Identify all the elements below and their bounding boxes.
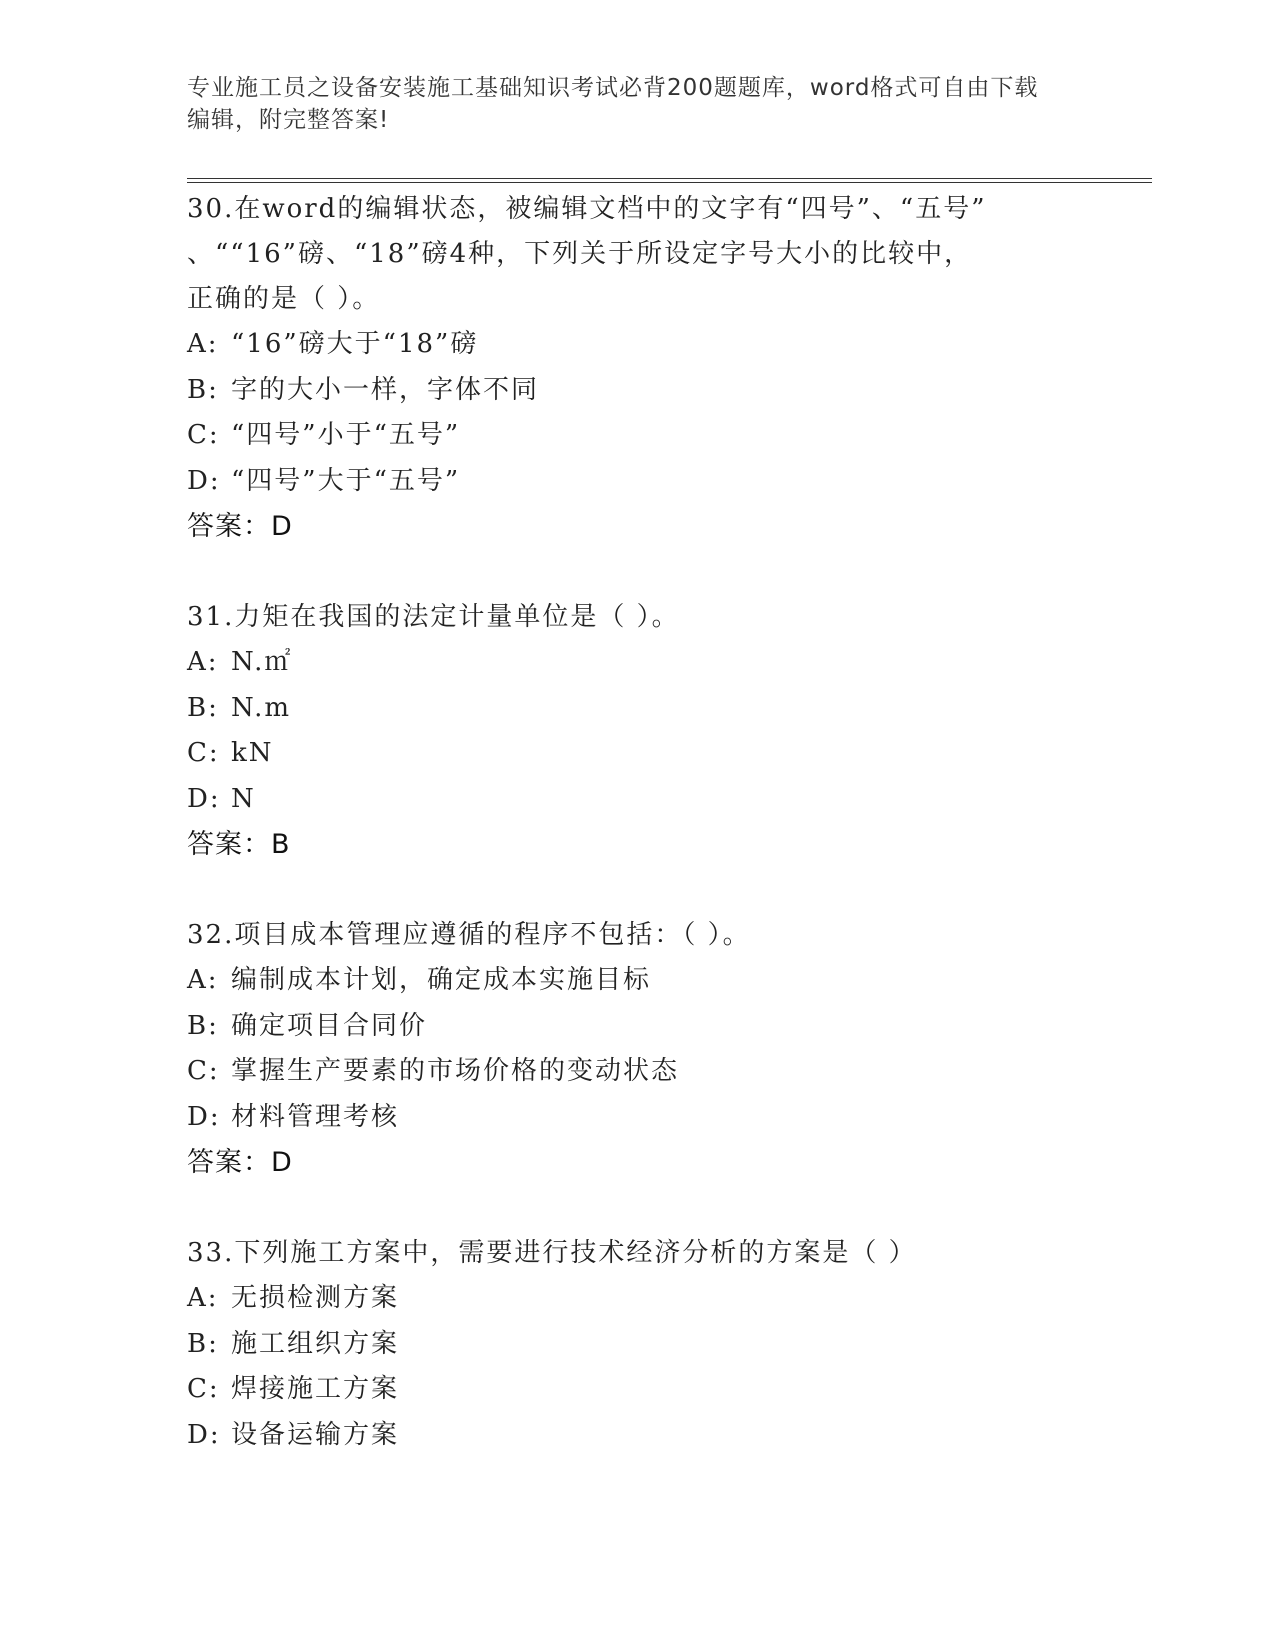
- question-32: [187, 913, 1117, 1186]
- option-a: [187, 640, 1117, 686]
- question-list: [187, 187, 1117, 1458]
- option-key: B:: [187, 1328, 219, 1359]
- option-b: [187, 368, 1117, 414]
- option-b: [187, 1004, 1117, 1050]
- option-key: A:: [187, 1283, 219, 1313]
- header-divider: [187, 178, 1152, 183]
- option-key: D:: [187, 465, 221, 496]
- question-stem-line: 、““16”磅、“18”磅4种，下列关于所设定字号大小的比较中，: [187, 239, 973, 269]
- option-text: 掌握生产要素的市场价格的变动状态: [231, 1056, 680, 1086]
- option-key: D:: [187, 1101, 221, 1132]
- option-text: kN: [231, 738, 274, 768]
- option-key: C:: [187, 738, 220, 768]
- option-a: [187, 1276, 1117, 1322]
- question-33: [187, 1231, 1117, 1458]
- option-key: B:: [187, 692, 219, 723]
- question-stem-line: 33.下列施工方案中，需要进行技术经济分析的方案是（ ）: [187, 1238, 917, 1268]
- answer-label: 答案：D: [187, 511, 293, 542]
- question-stem-line: 正确的是（ ）。: [187, 284, 381, 314]
- option-text: 编制成本计划，确定成本实施目标: [231, 965, 652, 995]
- question-stem-line: 31.力矩在我国的法定计量单位是（ ）。: [187, 602, 680, 632]
- option-d: [187, 777, 1117, 823]
- option-text: N.㎡: [231, 647, 293, 677]
- option-a: [187, 958, 1117, 1004]
- header-title-line-1: 专业施工员之设备安装施工基础知识考试必背200题题库，word格式可自由下载: [187, 75, 1039, 101]
- option-text: N.m: [231, 692, 292, 723]
- option-d: [187, 459, 1117, 505]
- option-key: A:: [187, 647, 219, 677]
- option-key: C:: [187, 420, 220, 450]
- option-text: 材料管理考核: [231, 1101, 400, 1132]
- option-text: N: [231, 783, 256, 814]
- option-key: C:: [187, 1056, 220, 1086]
- option-text: “四号”大于“五号”: [231, 465, 461, 496]
- option-b: [187, 686, 1117, 732]
- option-d: [187, 1413, 1117, 1459]
- option-key: B:: [187, 374, 219, 405]
- option-text: 焊接施工方案: [231, 1374, 400, 1404]
- option-c: [187, 413, 1117, 459]
- question-stem-line: 32.项目成本管理应遵循的程序不包括：（ ）。: [187, 920, 751, 950]
- option-text: 施工组织方案: [231, 1328, 400, 1359]
- option-text: 无损检测方案: [231, 1283, 400, 1313]
- option-text: 设备运输方案: [231, 1419, 400, 1450]
- option-text: 确定项目合同价: [231, 1010, 428, 1041]
- option-text: “16”磅大于“18”磅: [231, 329, 479, 359]
- question-30: [187, 187, 1117, 550]
- option-c: [187, 731, 1117, 777]
- header-title-line-2: 编辑，附完整答案!: [187, 107, 390, 133]
- answer-label: 答案：B: [187, 829, 291, 860]
- option-key: D:: [187, 783, 221, 814]
- option-c: [187, 1049, 1117, 1095]
- question-stem-line: 30.在word的编辑状态，被编辑文档中的文字有“四号”、“五号”: [187, 194, 987, 224]
- option-key: C:: [187, 1374, 220, 1404]
- option-text: “四号”小于“五号”: [231, 420, 461, 450]
- option-key: B:: [187, 1010, 219, 1041]
- option-key: A:: [187, 329, 219, 359]
- option-b: [187, 1322, 1117, 1368]
- option-key: D:: [187, 1419, 221, 1450]
- option-c: [187, 1367, 1117, 1413]
- option-d: [187, 1095, 1117, 1141]
- page-header: [187, 72, 1067, 136]
- answer-label: 答案：D: [187, 1147, 293, 1178]
- option-key: A:: [187, 965, 219, 995]
- question-31: [187, 595, 1117, 868]
- option-a: [187, 322, 1117, 368]
- option-text: 字的大小一样，字体不同: [231, 374, 540, 405]
